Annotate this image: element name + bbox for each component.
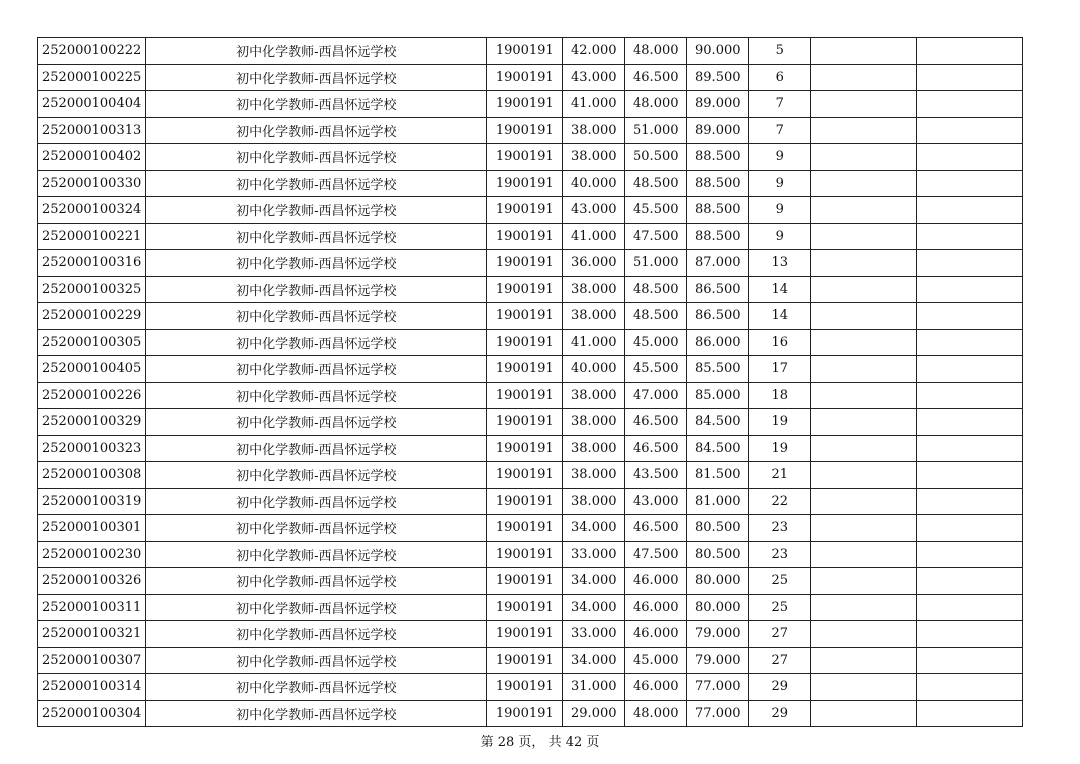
empty-cell [917, 197, 1023, 224]
candidate-id-cell: 252000100221 [38, 223, 146, 250]
position-code-cell: 1900191 [487, 276, 563, 303]
position-code-cell: 1900191 [487, 38, 563, 65]
score1-cell: 43.000 [563, 64, 625, 91]
total-score-cell: 80.500 [687, 541, 749, 568]
empty-cell [917, 700, 1023, 727]
empty-cell [917, 647, 1023, 674]
position-code-cell: 1900191 [487, 117, 563, 144]
total-score-cell: 89.500 [687, 64, 749, 91]
score1-cell: 34.000 [563, 568, 625, 595]
empty-cell [811, 250, 917, 277]
rank-cell: 5 [749, 38, 811, 65]
empty-cell [811, 674, 917, 701]
score2-cell: 47.500 [625, 541, 687, 568]
table-row [38, 488, 1023, 515]
score1-cell: 38.000 [563, 462, 625, 489]
score1-cell: 33.000 [563, 541, 625, 568]
score2-cell: 51.000 [625, 117, 687, 144]
score2-cell: 45.500 [625, 356, 687, 383]
empty-cell [811, 117, 917, 144]
candidate-id-cell: 252000100307 [38, 647, 146, 674]
rank-cell: 9 [749, 223, 811, 250]
position-cell: 初中化学教师-西昌怀远学校 [146, 488, 487, 515]
score2-cell: 46.500 [625, 64, 687, 91]
score1-cell: 31.000 [563, 674, 625, 701]
table-row [38, 250, 1023, 277]
position-code-cell: 1900191 [487, 356, 563, 383]
table-row [38, 144, 1023, 171]
empty-cell [811, 170, 917, 197]
position-cell: 初中化学教师-西昌怀远学校 [146, 594, 487, 621]
candidate-id-cell: 252000100304 [38, 700, 146, 727]
empty-cell [811, 382, 917, 409]
score1-cell: 38.000 [563, 303, 625, 330]
empty-cell [811, 568, 917, 595]
table-row [38, 409, 1023, 436]
table-body [38, 38, 1023, 727]
total-score-cell: 87.000 [687, 250, 749, 277]
position-cell: 初中化学教师-西昌怀远学校 [146, 382, 487, 409]
position-cell: 初中化学教师-西昌怀远学校 [146, 674, 487, 701]
rank-cell: 13 [749, 250, 811, 277]
position-cell: 初中化学教师-西昌怀远学校 [146, 64, 487, 91]
table-row [38, 568, 1023, 595]
table-row [38, 276, 1023, 303]
candidate-id-cell: 252000100326 [38, 568, 146, 595]
empty-cell [811, 435, 917, 462]
empty-cell [811, 621, 917, 648]
total-score-cell: 86.500 [687, 276, 749, 303]
empty-cell [811, 594, 917, 621]
table-row [38, 170, 1023, 197]
score1-cell: 41.000 [563, 91, 625, 118]
total-score-cell: 88.500 [687, 170, 749, 197]
empty-cell [917, 303, 1023, 330]
empty-cell [917, 382, 1023, 409]
position-cell: 初中化学教师-西昌怀远学校 [146, 462, 487, 489]
candidate-id-cell: 252000100301 [38, 515, 146, 542]
rank-cell: 17 [749, 356, 811, 383]
position-code-cell: 1900191 [487, 594, 563, 621]
score-table [37, 37, 1023, 727]
score1-cell: 38.000 [563, 488, 625, 515]
empty-cell [917, 409, 1023, 436]
total-score-cell: 86.000 [687, 329, 749, 356]
candidate-id-cell: 252000100325 [38, 276, 146, 303]
total-score-cell: 79.000 [687, 647, 749, 674]
position-code-cell: 1900191 [487, 488, 563, 515]
rank-cell: 7 [749, 117, 811, 144]
table-row [38, 329, 1023, 356]
candidate-id-cell: 252000100330 [38, 170, 146, 197]
table-row [38, 621, 1023, 648]
score2-cell: 48.000 [625, 700, 687, 727]
empty-cell [811, 276, 917, 303]
empty-cell [917, 276, 1023, 303]
rank-cell: 25 [749, 568, 811, 595]
rank-cell: 25 [749, 594, 811, 621]
empty-cell [917, 462, 1023, 489]
empty-cell [811, 144, 917, 171]
position-cell: 初中化学教师-西昌怀远学校 [146, 276, 487, 303]
score1-cell: 42.000 [563, 38, 625, 65]
rank-cell: 14 [749, 303, 811, 330]
table-row [38, 541, 1023, 568]
table-row [38, 223, 1023, 250]
rank-cell: 23 [749, 541, 811, 568]
position-code-cell: 1900191 [487, 223, 563, 250]
table-row [38, 356, 1023, 383]
score1-cell: 33.000 [563, 621, 625, 648]
score2-cell: 47.000 [625, 382, 687, 409]
score1-cell: 40.000 [563, 170, 625, 197]
position-cell: 初中化学教师-西昌怀远学校 [146, 700, 487, 727]
position-cell: 初中化学教师-西昌怀远学校 [146, 197, 487, 224]
empty-cell [811, 488, 917, 515]
empty-cell [917, 488, 1023, 515]
position-cell: 初中化学教师-西昌怀远学校 [146, 647, 487, 674]
rank-cell: 14 [749, 276, 811, 303]
total-score-cell: 77.000 [687, 700, 749, 727]
position-code-cell: 1900191 [487, 462, 563, 489]
position-code-cell: 1900191 [487, 197, 563, 224]
candidate-id-cell: 252000100308 [38, 462, 146, 489]
total-score-cell: 88.500 [687, 223, 749, 250]
rank-cell: 18 [749, 382, 811, 409]
rank-cell: 9 [749, 197, 811, 224]
empty-cell [811, 462, 917, 489]
score1-cell: 38.000 [563, 144, 625, 171]
table-row [38, 303, 1023, 330]
score2-cell: 46.000 [625, 568, 687, 595]
score2-cell: 48.500 [625, 276, 687, 303]
empty-cell [917, 356, 1023, 383]
rank-cell: 29 [749, 700, 811, 727]
position-code-cell: 1900191 [487, 700, 563, 727]
position-code-cell: 1900191 [487, 382, 563, 409]
position-code-cell: 1900191 [487, 647, 563, 674]
candidate-id-cell: 252000100405 [38, 356, 146, 383]
total-score-cell: 80.000 [687, 568, 749, 595]
score2-cell: 48.500 [625, 303, 687, 330]
position-code-cell: 1900191 [487, 329, 563, 356]
rank-cell: 9 [749, 144, 811, 171]
position-code-cell: 1900191 [487, 515, 563, 542]
candidate-id-cell: 252000100323 [38, 435, 146, 462]
position-code-cell: 1900191 [487, 250, 563, 277]
position-cell: 初中化学教师-西昌怀远学校 [146, 541, 487, 568]
candidate-id-cell: 252000100314 [38, 674, 146, 701]
empty-cell [917, 674, 1023, 701]
candidate-id-cell: 252000100313 [38, 117, 146, 144]
rank-cell: 19 [749, 435, 811, 462]
position-code-cell: 1900191 [487, 674, 563, 701]
empty-cell [917, 435, 1023, 462]
empty-cell [917, 329, 1023, 356]
position-cell: 初中化学教师-西昌怀远学校 [146, 356, 487, 383]
table-row [38, 515, 1023, 542]
empty-cell [917, 594, 1023, 621]
position-cell: 初中化学教师-西昌怀远学校 [146, 38, 487, 65]
position-cell: 初中化学教师-西昌怀远学校 [146, 144, 487, 171]
rank-cell: 29 [749, 674, 811, 701]
score1-cell: 38.000 [563, 382, 625, 409]
candidate-id-cell: 252000100311 [38, 594, 146, 621]
candidate-id-cell: 252000100324 [38, 197, 146, 224]
total-score-cell: 81.500 [687, 462, 749, 489]
total-score-cell: 80.000 [687, 594, 749, 621]
total-score-cell: 79.000 [687, 621, 749, 648]
score1-cell: 38.000 [563, 117, 625, 144]
score1-cell: 43.000 [563, 197, 625, 224]
position-cell: 初中化学教师-西昌怀远学校 [146, 117, 487, 144]
position-code-cell: 1900191 [487, 64, 563, 91]
position-code-cell: 1900191 [487, 144, 563, 171]
score1-cell: 41.000 [563, 329, 625, 356]
candidate-id-cell: 252000100319 [38, 488, 146, 515]
candidate-id-cell: 252000100329 [38, 409, 146, 436]
empty-cell [917, 250, 1023, 277]
table-row [38, 91, 1023, 118]
position-cell: 初中化学教师-西昌怀远学校 [146, 329, 487, 356]
position-code-cell: 1900191 [487, 568, 563, 595]
empty-cell [917, 117, 1023, 144]
total-score-cell: 85.500 [687, 356, 749, 383]
score2-cell: 51.000 [625, 250, 687, 277]
total-score-cell: 84.500 [687, 409, 749, 436]
total-score-cell: 80.500 [687, 515, 749, 542]
empty-cell [917, 38, 1023, 65]
position-code-cell: 1900191 [487, 435, 563, 462]
score1-cell: 34.000 [563, 515, 625, 542]
empty-cell [917, 568, 1023, 595]
empty-cell [811, 223, 917, 250]
position-code-cell: 1900191 [487, 621, 563, 648]
score1-cell: 38.000 [563, 409, 625, 436]
score2-cell: 46.000 [625, 674, 687, 701]
candidate-id-cell: 252000100225 [38, 64, 146, 91]
position-cell: 初中化学教师-西昌怀远学校 [146, 409, 487, 436]
candidate-id-cell: 252000100321 [38, 621, 146, 648]
score2-cell: 50.500 [625, 144, 687, 171]
table-row [38, 435, 1023, 462]
position-cell: 初中化学教师-西昌怀远学校 [146, 250, 487, 277]
rank-cell: 27 [749, 647, 811, 674]
total-score-cell: 90.000 [687, 38, 749, 65]
score2-cell: 46.500 [625, 435, 687, 462]
score1-cell: 29.000 [563, 700, 625, 727]
rank-cell: 7 [749, 91, 811, 118]
rank-cell: 19 [749, 409, 811, 436]
score2-cell: 48.500 [625, 170, 687, 197]
table-row [38, 674, 1023, 701]
score1-cell: 38.000 [563, 276, 625, 303]
position-code-cell: 1900191 [487, 303, 563, 330]
empty-cell [811, 356, 917, 383]
candidate-id-cell: 252000100230 [38, 541, 146, 568]
position-cell: 初中化学教师-西昌怀远学校 [146, 223, 487, 250]
rank-cell: 21 [749, 462, 811, 489]
score2-cell: 45.000 [625, 647, 687, 674]
table-row [38, 197, 1023, 224]
total-score-cell: 89.000 [687, 91, 749, 118]
empty-cell [811, 197, 917, 224]
score1-cell: 34.000 [563, 594, 625, 621]
total-score-cell: 86.500 [687, 303, 749, 330]
empty-cell [811, 303, 917, 330]
score2-cell: 45.500 [625, 197, 687, 224]
table-row [38, 647, 1023, 674]
total-score-cell: 89.000 [687, 117, 749, 144]
position-code-cell: 1900191 [487, 170, 563, 197]
total-score-cell: 88.500 [687, 197, 749, 224]
rank-cell: 16 [749, 329, 811, 356]
position-cell: 初中化学教师-西昌怀远学校 [146, 621, 487, 648]
total-score-cell: 85.000 [687, 382, 749, 409]
score2-cell: 45.000 [625, 329, 687, 356]
candidate-id-cell: 252000100226 [38, 382, 146, 409]
table-row [38, 382, 1023, 409]
score2-cell: 46.500 [625, 409, 687, 436]
page-footer: 第 28 页， 共 42 页 [480, 735, 600, 750]
total-score-cell: 77.000 [687, 674, 749, 701]
candidate-id-cell: 252000100404 [38, 91, 146, 118]
score2-cell: 46.000 [625, 621, 687, 648]
empty-cell [811, 329, 917, 356]
score1-cell: 41.000 [563, 223, 625, 250]
empty-cell [917, 64, 1023, 91]
score1-cell: 36.000 [563, 250, 625, 277]
score2-cell: 48.000 [625, 91, 687, 118]
position-code-cell: 1900191 [487, 91, 563, 118]
empty-cell [917, 170, 1023, 197]
position-code-cell: 1900191 [487, 541, 563, 568]
empty-cell [917, 621, 1023, 648]
position-cell: 初中化学教师-西昌怀远学校 [146, 303, 487, 330]
empty-cell [811, 541, 917, 568]
score2-cell: 47.500 [625, 223, 687, 250]
position-cell: 初中化学教师-西昌怀远学校 [146, 568, 487, 595]
score1-cell: 34.000 [563, 647, 625, 674]
rank-cell: 23 [749, 515, 811, 542]
position-cell: 初中化学教师-西昌怀远学校 [146, 435, 487, 462]
total-score-cell: 88.500 [687, 144, 749, 171]
empty-cell [811, 700, 917, 727]
candidate-id-cell: 252000100316 [38, 250, 146, 277]
empty-cell [917, 541, 1023, 568]
candidate-id-cell: 252000100402 [38, 144, 146, 171]
score2-cell: 43.500 [625, 462, 687, 489]
table-row [38, 700, 1023, 727]
position-code-cell: 1900191 [487, 409, 563, 436]
score1-cell: 38.000 [563, 435, 625, 462]
candidate-id-cell: 252000100229 [38, 303, 146, 330]
empty-cell [811, 64, 917, 91]
score2-cell: 43.000 [625, 488, 687, 515]
table-row [38, 462, 1023, 489]
empty-cell [917, 515, 1023, 542]
score2-cell: 46.500 [625, 515, 687, 542]
score2-cell: 48.000 [625, 38, 687, 65]
total-score-cell: 81.000 [687, 488, 749, 515]
empty-cell [917, 91, 1023, 118]
empty-cell [811, 91, 917, 118]
score1-cell: 40.000 [563, 356, 625, 383]
rank-cell: 9 [749, 170, 811, 197]
candidate-id-cell: 252000100222 [38, 38, 146, 65]
position-cell: 初中化学教师-西昌怀远学校 [146, 170, 487, 197]
table-row [38, 38, 1023, 65]
rank-cell: 6 [749, 64, 811, 91]
total-score-cell: 84.500 [687, 435, 749, 462]
table-row [38, 594, 1023, 621]
score2-cell: 46.000 [625, 594, 687, 621]
empty-cell [917, 223, 1023, 250]
position-cell: 初中化学教师-西昌怀远学校 [146, 91, 487, 118]
empty-cell [811, 409, 917, 436]
empty-cell [811, 515, 917, 542]
empty-cell [811, 38, 917, 65]
empty-cell [917, 144, 1023, 171]
candidate-id-cell: 252000100305 [38, 329, 146, 356]
empty-cell [811, 647, 917, 674]
table-row [38, 117, 1023, 144]
table-row [38, 64, 1023, 91]
rank-cell: 22 [749, 488, 811, 515]
rank-cell: 27 [749, 621, 811, 648]
position-cell: 初中化学教师-西昌怀远学校 [146, 515, 487, 542]
